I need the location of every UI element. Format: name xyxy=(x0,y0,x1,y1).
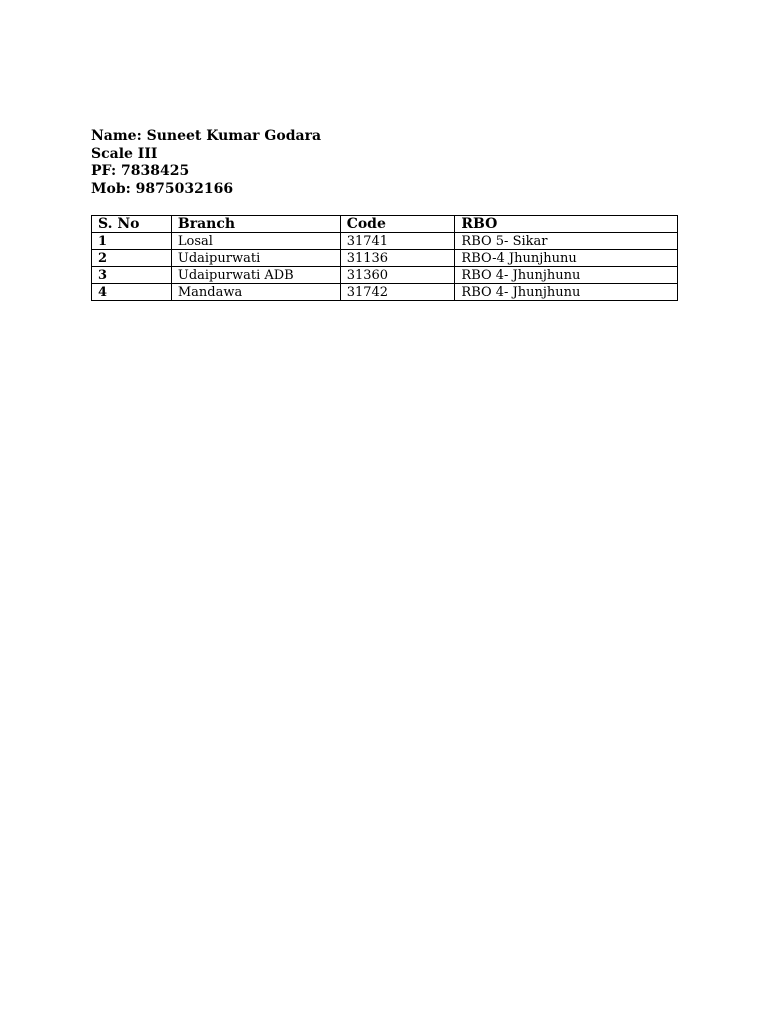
employee-name: Name: Suneet Kumar Godara xyxy=(91,128,322,144)
cell-code: 31360 xyxy=(340,267,455,284)
table-header-row xyxy=(92,216,678,233)
employee-pf: PF: 7838425 xyxy=(91,163,190,179)
cell-sno: 3 xyxy=(92,267,172,284)
cell-branch: Udaipurwati xyxy=(171,250,340,267)
cell-code: 31742 xyxy=(340,284,455,301)
cell-branch: Mandawa xyxy=(171,284,340,301)
cell-rbo: RBO 4- Jhunjhunu xyxy=(455,284,678,301)
column-header-code: Code xyxy=(340,216,455,233)
cell-code: 31136 xyxy=(340,250,455,267)
cell-sno: 4 xyxy=(92,284,172,301)
column-header-rbo: RBO xyxy=(455,216,678,233)
column-header-sno: S. No xyxy=(92,216,172,233)
cell-branch: Udaipurwati ADB xyxy=(171,267,340,284)
table-row xyxy=(92,233,678,250)
employee-scale: Scale III xyxy=(91,145,158,162)
table-row xyxy=(92,284,678,301)
column-header-branch: Branch xyxy=(171,216,340,233)
cell-code: 31741 xyxy=(340,233,455,250)
cell-sno: 2 xyxy=(92,250,172,267)
branch-table xyxy=(91,215,678,301)
cell-rbo: RBO-4 Jhunjhunu xyxy=(455,250,678,267)
cell-branch: Losal xyxy=(171,233,340,250)
table-row xyxy=(92,250,678,267)
cell-rbo: RBO 4- Jhunjhunu xyxy=(455,267,678,284)
employee-details xyxy=(91,128,321,198)
employee-mobile: Mob: 9875032166 xyxy=(91,180,234,197)
cell-sno: 1 xyxy=(92,233,172,250)
cell-rbo: RBO 5- Sikar xyxy=(455,233,678,250)
table-row xyxy=(92,267,678,284)
